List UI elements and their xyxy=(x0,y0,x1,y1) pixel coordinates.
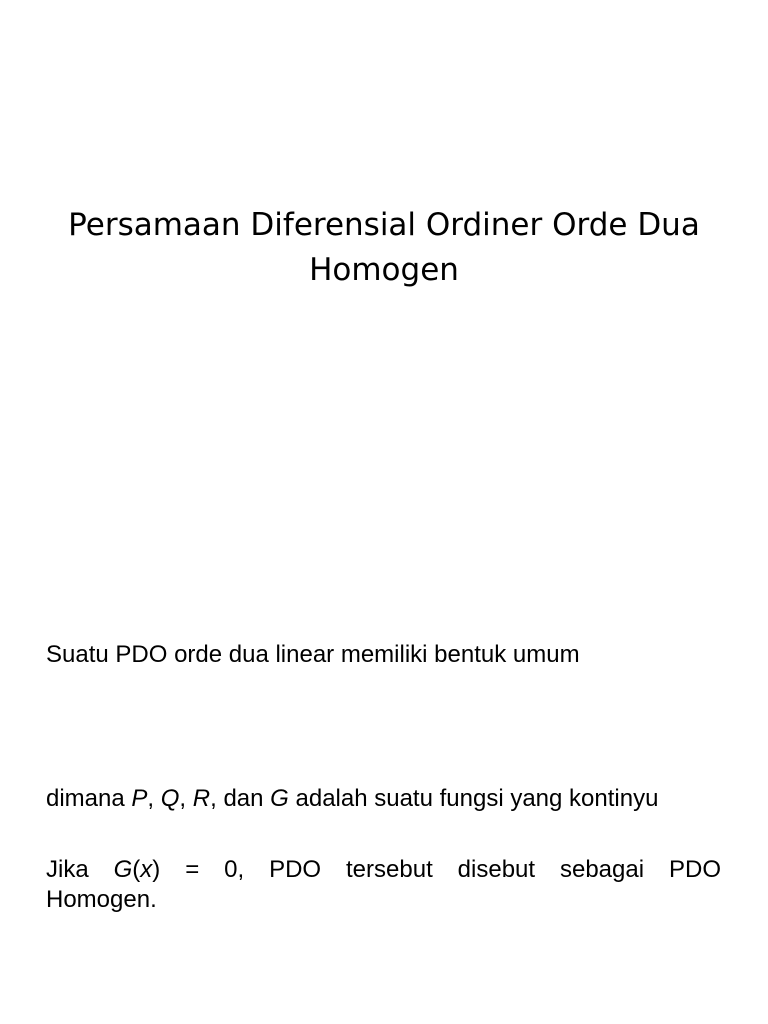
condition-line2: Homogen. xyxy=(46,886,157,913)
definition-paragraph xyxy=(46,784,721,814)
condition-line1 xyxy=(46,855,721,885)
slide-title-line2: Homogen xyxy=(309,252,459,288)
slide-title xyxy=(40,203,728,293)
definition-sep1: , xyxy=(147,785,161,812)
condition-rest: ) = 0, PDO tersebut disebut sebagai PDO xyxy=(152,856,721,883)
definition-sep2: , xyxy=(179,785,193,812)
var-g: G xyxy=(270,785,289,812)
condition-if: Jika xyxy=(46,856,114,883)
condition-paragraph xyxy=(46,855,721,915)
var-r: R xyxy=(192,785,211,812)
definition-suffix: adalah suatu fungsi yang kontinyu xyxy=(288,785,659,812)
var-q: Q xyxy=(160,785,180,812)
intro-paragraph: Suatu PDO orde dua linear memiliki bentuk umum xyxy=(46,641,580,668)
condition-paren: ( xyxy=(132,856,141,883)
slide-title-line1: Persamaan Diferensial Ordiner Orde Dua xyxy=(68,207,700,243)
definition-mid: , dan xyxy=(210,785,271,812)
var-g-func: G xyxy=(113,856,133,883)
var-p: P xyxy=(131,785,148,812)
var-x: x xyxy=(140,856,153,883)
definition-prefix: dimana xyxy=(46,785,132,812)
